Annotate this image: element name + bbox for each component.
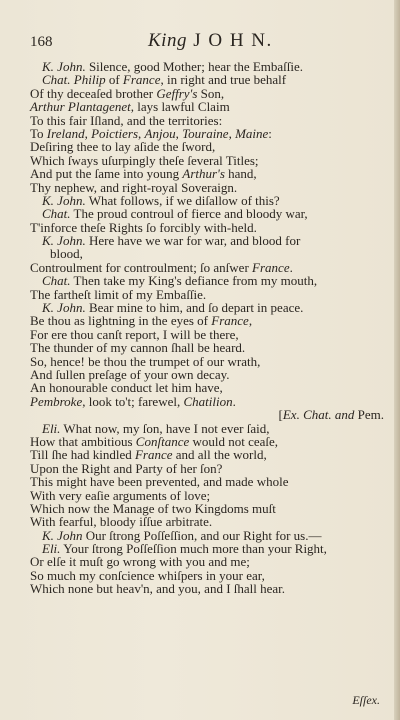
text-line: How that ambitious Conſtance would not ceaſe,	[30, 433, 279, 449]
text-line: An honourable conduct let him have,	[30, 380, 223, 396]
text-line: The fartheſt limit of my Embaſſie.	[30, 286, 207, 302]
text-line: So, hence! be thou the trumpet of our wrath,	[30, 353, 261, 369]
text-line: To this fair Iſland, and the territories:	[30, 112, 223, 128]
text-line: Pembroke, look to't; farewel, Chatilion.	[30, 393, 236, 409]
page-edge	[394, 0, 400, 720]
text-line: K. John. Here have we war for war, and blood for	[42, 233, 301, 249]
text-line: blood,	[50, 246, 83, 262]
text-line: Be thou as lightning in the eyes of France,	[30, 313, 253, 329]
text-line: With fearful, bloody iſſue arbitrate.	[30, 514, 213, 530]
text-line: So much my conſcience whiſpers in your ear,	[30, 567, 265, 583]
text-line: Till ſhe had kindled France and all the world,	[30, 447, 267, 463]
title-caps: J O H N.	[193, 30, 273, 51]
catchword: Eſſex.	[352, 693, 380, 707]
text-line: Upon the Right and Party of her ſon?	[30, 460, 223, 476]
text-line: Or elſe it muſt go wrong with you and me;	[30, 554, 250, 570]
text-line: Eli. Your ſtrong Poſſeſſion much more than your Right,	[42, 541, 327, 557]
text-line: Thy nephew, and right-royal Soveraign.	[30, 179, 238, 195]
page-number: 168	[30, 34, 53, 50]
text-line: K. John. Bear mine to him, and ſo depart in peace.	[42, 300, 304, 316]
text-line: Which none but heav'n, and you, and I ſhall hear.	[30, 581, 286, 597]
text-line: This might have been prevented, and made whole	[30, 474, 289, 490]
text-line: Deſiring thee to lay aſide the ſword,	[30, 139, 216, 155]
text-line: And ſullen preſage of your own decay.	[30, 366, 230, 382]
text-line: Which now the Manage of two Kingdoms muſt	[30, 500, 276, 516]
text-line: Eli. What now, my ſon, have I not ever ſaid,	[42, 420, 270, 436]
text-line: K. John. Silence, good Mother; hear the Embaſſie.	[42, 59, 304, 74]
text-line: Which ſways uſurpingly theſe ſeveral Titles;	[30, 152, 259, 168]
running-header	[30, 30, 380, 56]
text-line: Of thy deceaſed brother Geffry's Son,	[30, 85, 225, 101]
text-line: T'inforce theſe Rights ſo forcibly with-held.	[30, 219, 257, 235]
text-line: For ere thou canſt report, I will be there,	[30, 326, 239, 342]
text-line: With very eaſie arguments of love;	[30, 487, 211, 503]
text-line: Chat. The proud controul of fierce and bloody war,	[42, 206, 308, 222]
play-text	[30, 60, 392, 596]
text-line: K. John Our ſtrong Poſſeſſion, and our Right for us.—	[42, 527, 322, 543]
running-title	[148, 30, 273, 52]
text-line: To Ireland, Poictiers, Anjou, Touraine, Maine:	[30, 125, 272, 141]
text-line: Chat. Then take my King's defiance from my mouth,	[42, 273, 318, 289]
text-line: Controulment for controulment; ſo anſwer France.	[30, 259, 293, 275]
text-line: K. John. What follows, if we diſallow of this?	[42, 192, 280, 208]
text-line: Chat. Philip of France, in right and true behalf	[42, 72, 287, 88]
text-line: The thunder of my cannon ſhall be heard.	[30, 340, 246, 356]
text-line: Arthur Plantagenet, lays lawful Claim	[30, 99, 230, 115]
stage-direction: [Ex. Chat. and Pem.	[278, 407, 384, 423]
title-italic: King	[148, 30, 187, 51]
text-line: And put the ſame into young Arthur's hand,	[30, 166, 257, 182]
